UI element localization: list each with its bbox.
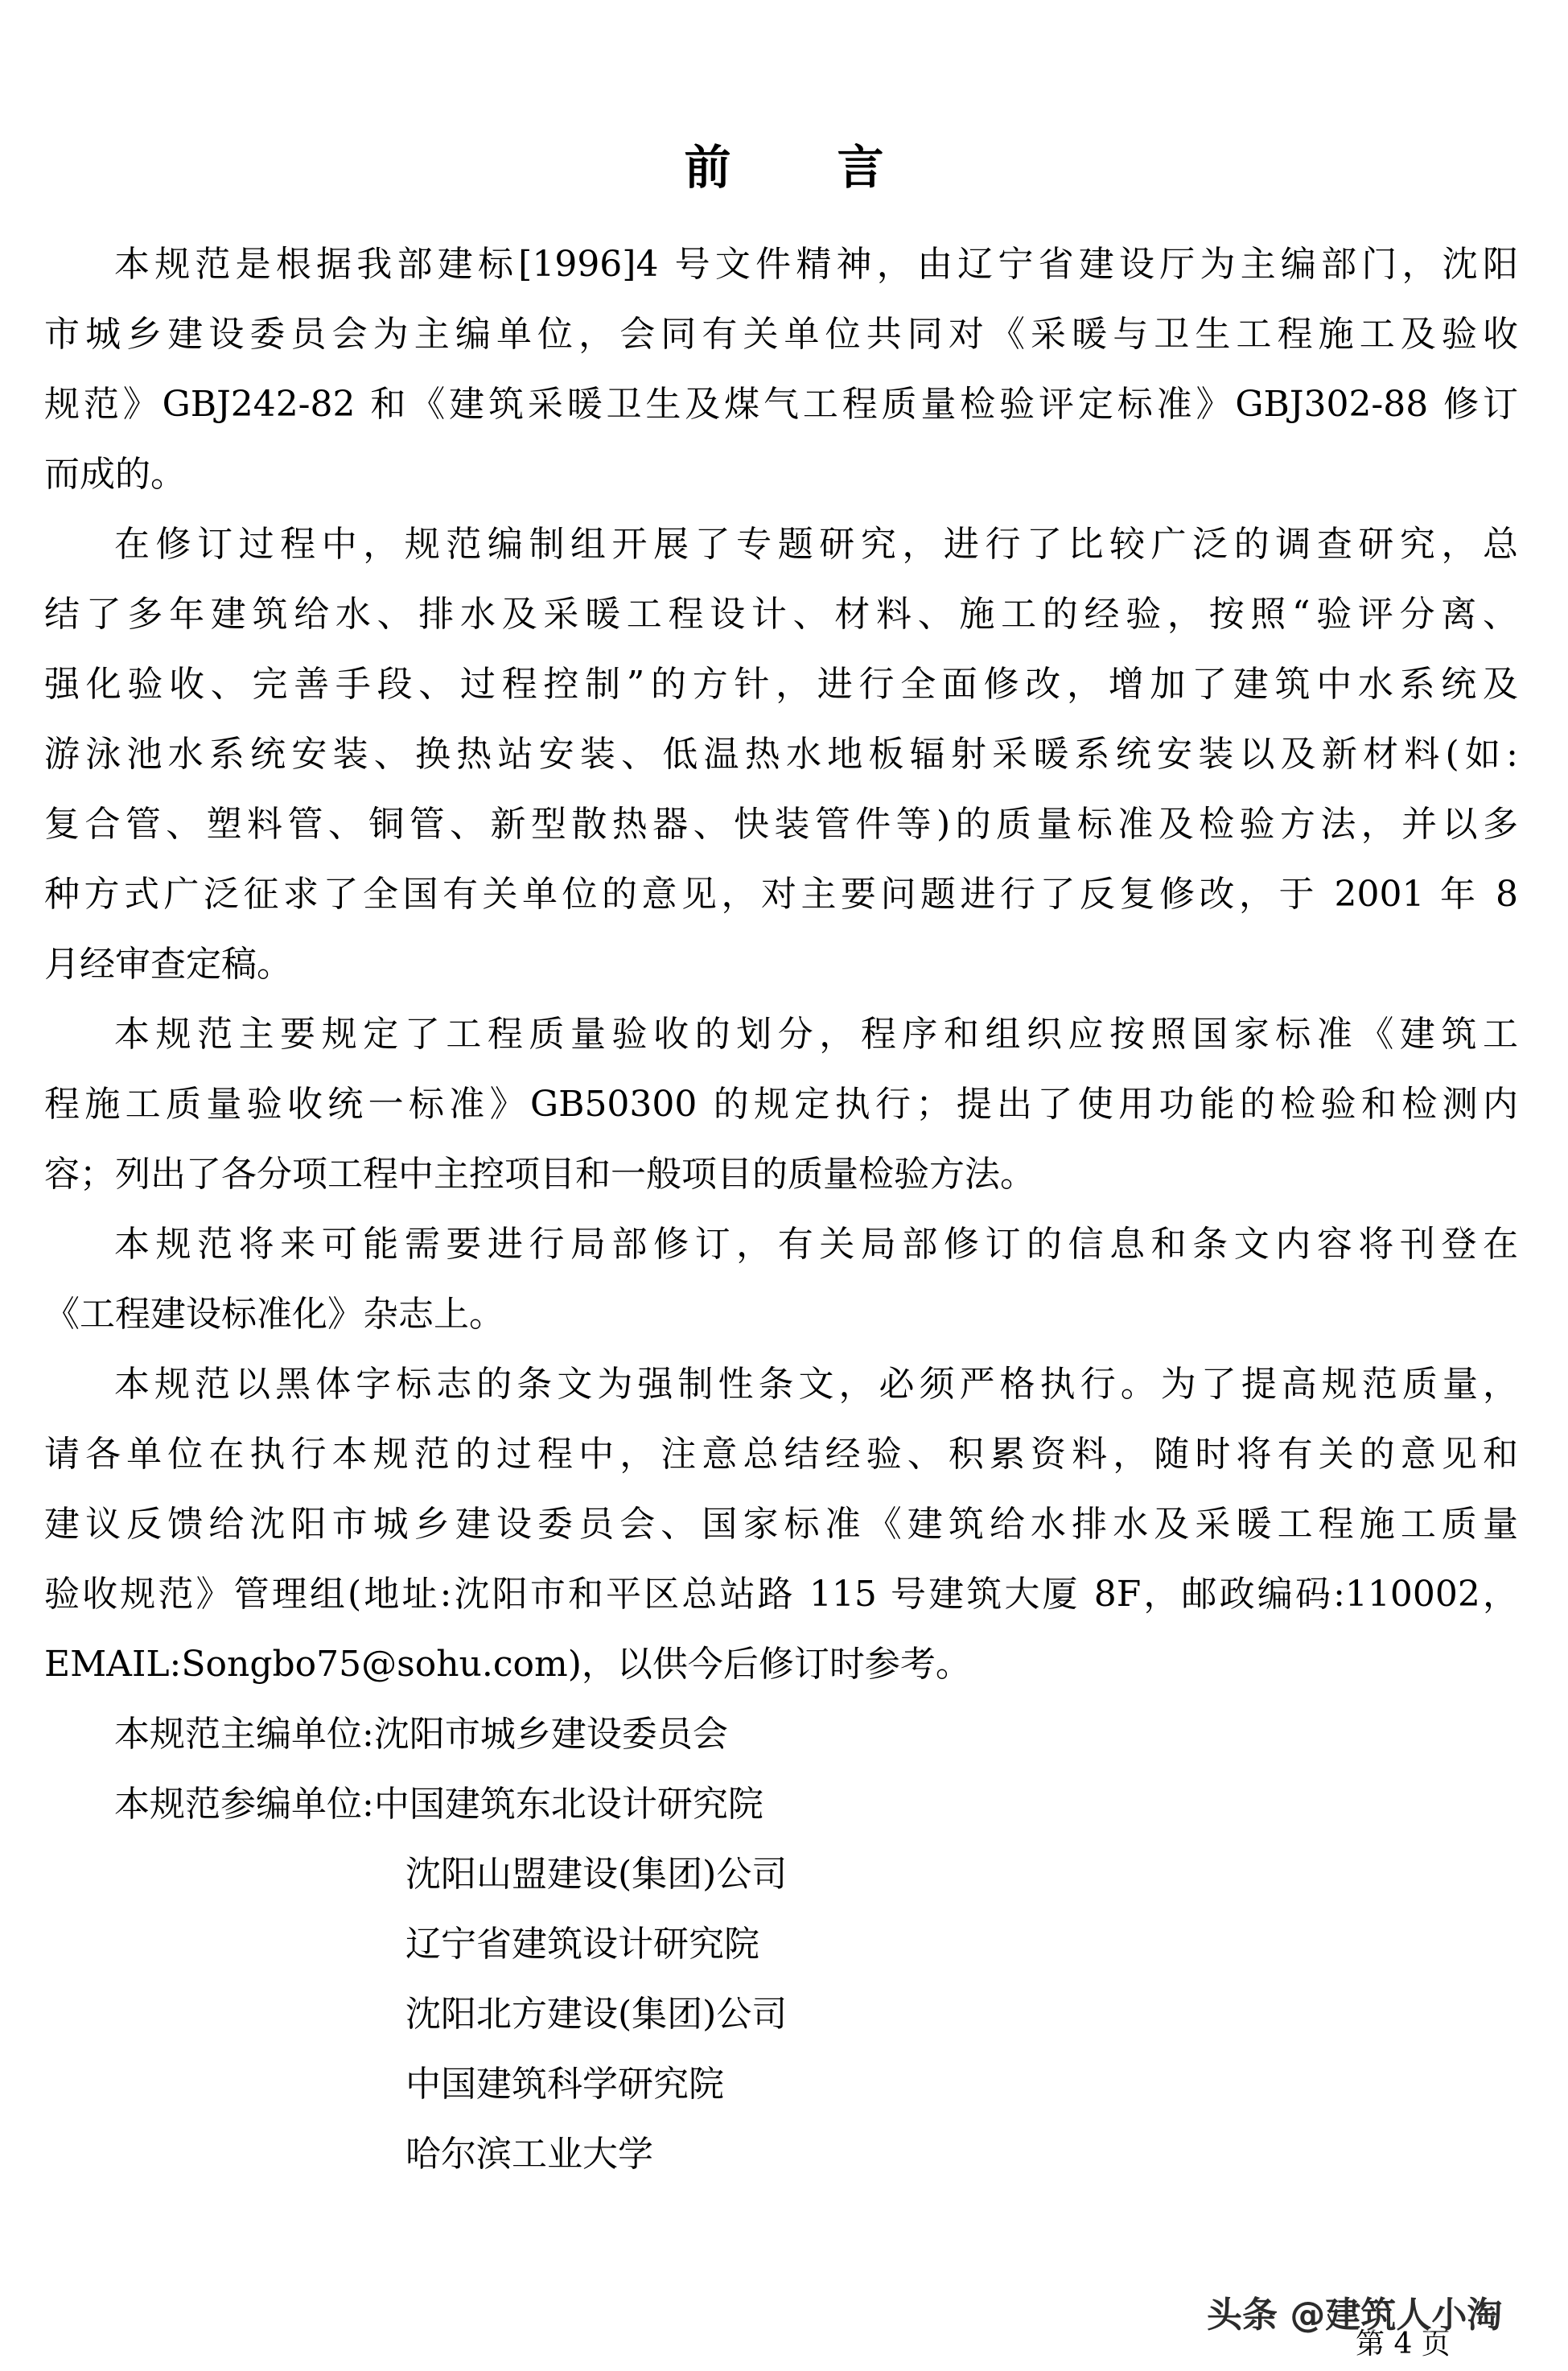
paragraph-line: 本规范主要规定了工程质量验收的划分，程序和组织应按照国家标准《建筑工 [114,1014,1518,1055]
paragraph-line: 市城乡建设委员会为主编单位，会同有关单位共同对《采暖与卫生工程施工及验收 [44,314,1518,355]
paragraph-line: 本规范以黑体字标志的条文为强制性条文，必须严格执行。为了提高规范质量， [114,1364,1518,1405]
chief-editor-line [114,1712,728,1757]
paragraph-line: 结了多年建筑给水、排水及采暖工程设计、材料、施工的经验，按照“验评分离、 [44,594,1518,635]
paragraph-line: 而成的。 [44,454,186,495]
paragraph-line: 验收规范》管理组(地址:沈阳市和平区总站路 115 号建筑大厦 8F，邮政编码:110002， [44,1574,1518,1615]
participating-editor-unit: 沈阳北方建设(集团)公司 [405,1994,788,2035]
title-char: 言 [837,140,884,195]
watermark: 头条 @建筑人小淘 [1207,2295,1503,2336]
paragraph-line: 强化验收、完善手段、过程控制”的方针，进行全面修改，增加了建筑中水系统及 [44,664,1518,705]
paragraph-line: 复合管、塑料管、铜管、新型散热器、快装管件等)的质量标准及检验方法，并以多 [44,804,1518,845]
participating-editor-unit: 沈阳山盟建设(集团)公司 [405,1854,788,1895]
participating-editors-line [114,1782,763,1827]
participating-editor-unit: 辽宁省建筑设计研究院 [405,1924,759,1965]
chief-editor-unit: 沈阳市城乡建设委员会 [373,1714,728,1755]
paragraph-line: 请各单位在执行本规范的过程中，注意总结经验、积累资料，随时将有关的意见和 [44,1434,1518,1475]
paragraph-line: EMAIL:Songbo75@sohu.com)，以供今后修订时参考。 [44,1644,971,1685]
participating-editors-label: 本规范参编单位: [114,1784,374,1825]
paragraph-line: 规范》GBJ242-82 和《建筑采暖卫生及煤气工程质量检验评定标准》GBJ302-88 修订 [44,384,1518,425]
chief-editor-label: 本规范主编单位: [114,1714,374,1755]
participating-editor-unit: 中国建筑东北设计研究院 [373,1784,763,1825]
participating-editor-unit: 中国建筑科学研究院 [405,2064,724,2105]
paragraph-line: 本规范将来可能需要进行局部修订，有关局部修订的信息和条文内容将刊登在 [114,1224,1518,1265]
paragraph-line: 《工程建设标准化》杂志上。 [44,1294,504,1335]
paragraph-line: 建议反馈给沈阳市城乡建设委员会、国家标准《建筑给水排水及采暖工程施工质量 [44,1504,1518,1545]
paragraph-line: 月经审查定稿。 [44,944,292,985]
title-char: 前 [684,140,731,195]
paragraph-line: 在修订过程中，规范编制组开展了专题研究，进行了比较广泛的调查研究，总 [114,524,1518,565]
paragraph-line: 本规范是根据我部建标[1996]4 号文件精神，由辽宁省建设厅为主编部门，沈阳 [114,244,1518,285]
participating-editor-unit: 哈尔滨工业大学 [405,2134,653,2175]
paragraph-line: 容；列出了各分项工程中主控项目和一般项目的质量检验方法。 [44,1154,1035,1195]
page-title [0,135,1568,200]
paragraph-line: 种方式广泛征求了全国有关单位的意见，对主要问题进行了反复修改，于 2001 年 8 [44,874,1518,915]
page-number: 第 4 页 [1356,2328,1451,2361]
paragraph-line: 程施工质量验收统一标准》GB50300 的规定执行；提出了使用功能的检验和检测内 [44,1084,1518,1125]
paragraph-line: 游泳池水系统安装、换热站安装、低温热水地板辐射采暖系统安装以及新材料(如: [44,734,1518,775]
